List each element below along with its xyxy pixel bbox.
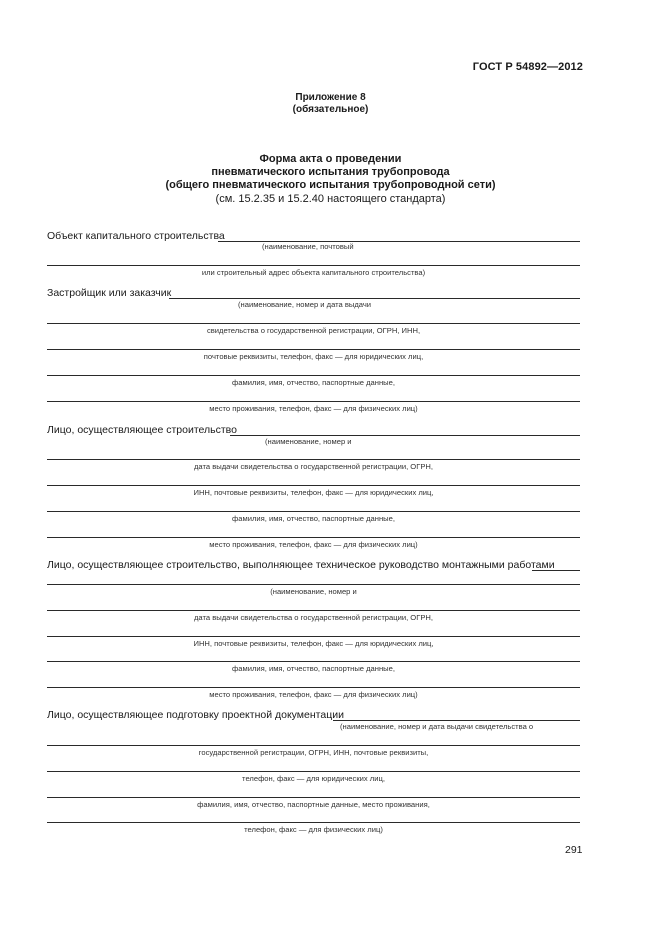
- builder-field-line-3[interactable]: [47, 485, 580, 486]
- field-caption: телефон, факс — для юридических лиц,: [242, 774, 385, 783]
- field-caption: свидетельства о государственной регистрации, ОГРН, ИНН,: [206, 326, 421, 335]
- designer-label: Лицо, осуществляющее подготовку проектной документации: [47, 709, 344, 721]
- appendix-subtitle: (обязательное): [292, 104, 369, 115]
- developer-field-line-4[interactable]: [47, 375, 580, 376]
- field-caption: фамилия, имя, отчество, паспортные данные,: [232, 378, 395, 387]
- field-caption: место проживания, телефон, факс — для физических лиц): [209, 404, 418, 413]
- supervisor-field[interactable]: [532, 570, 580, 571]
- field-caption: (наименование, номер и дата выдачи: [238, 300, 372, 309]
- field-caption: фамилия, имя, отчество, паспортные данные,: [232, 514, 395, 523]
- appendix-title: Приложение 8: [295, 92, 366, 103]
- form-title-line-3: (общего пневматического испытания трубопроводной сети): [165, 179, 496, 191]
- field-caption: (наименование, номер и: [270, 587, 357, 596]
- supervisor-field-line-3[interactable]: [47, 636, 580, 637]
- supervisor-field-line-2[interactable]: [47, 610, 580, 611]
- field-caption: дата выдачи свидетельства о государственной регистрации, ОГРН,: [194, 613, 433, 622]
- field-caption: место проживания, телефон, факс — для физических лиц): [209, 540, 418, 549]
- developer-field-line-3[interactable]: [47, 349, 580, 350]
- form-title-reference: (см. 15.2.35 и 15.2.40 настоящего стандарта): [215, 193, 446, 205]
- designer-field-line-4[interactable]: [47, 797, 580, 798]
- developer-field-line-5[interactable]: [47, 401, 580, 402]
- designer-field-line-3[interactable]: [47, 771, 580, 772]
- builder-field-line-2[interactable]: [47, 459, 580, 460]
- supervisor-field-line-1[interactable]: [47, 584, 580, 585]
- form-title-line-1: Форма акта о проведении: [259, 153, 402, 165]
- field-caption: ИНН, почтовые реквизиты, телефон, факс — для юридических лиц,: [193, 639, 434, 648]
- field-caption: или строительный адрес объекта капитального строительства): [201, 268, 426, 277]
- builder-field-line-5[interactable]: [47, 537, 580, 538]
- field-caption: фамилия, имя, отчество, паспортные данные,: [232, 664, 395, 673]
- field-caption: (наименование, номер и дата выдачи свидетельства о: [340, 722, 534, 731]
- field-caption: дата выдачи свидетельства о государственной регистрации, ОГРН,: [194, 462, 433, 471]
- developer-field-line-2[interactable]: [47, 323, 580, 324]
- form-title-line-2: пневматического испытания трубопровода: [211, 166, 450, 178]
- designer-field-line-2[interactable]: [47, 745, 580, 746]
- field-caption: фамилия, имя, отчество, паспортные данные, место проживания,: [197, 800, 430, 809]
- supervisor-label: Лицо, осуществляющее строительство, выполняющее техническое руководство монтажными работами: [47, 559, 555, 571]
- supervisor-field-line-4[interactable]: [47, 661, 580, 662]
- field-caption: (наименование, номер и: [265, 437, 352, 446]
- builder-label: Лицо, осуществляющее строительство: [47, 424, 237, 436]
- field-caption: ИНН, почтовые реквизиты, телефон, факс — для юридических лиц,: [193, 488, 434, 497]
- field-caption: место проживания, телефон, факс — для физических лиц): [209, 690, 418, 699]
- builder-field[interactable]: [230, 435, 580, 436]
- object-field-continued[interactable]: [47, 265, 580, 266]
- designer-field[interactable]: [333, 720, 580, 721]
- object-label: Объект капитального строительства: [47, 230, 225, 242]
- standard-designation: ГОСТ Р 54892—2012: [472, 61, 583, 73]
- developer-field[interactable]: [169, 298, 580, 299]
- developer-label: Застройщик или заказчик: [47, 287, 172, 299]
- field-caption: телефон, факс — для физических лиц): [244, 825, 383, 834]
- supervisor-field-line-5[interactable]: [47, 687, 580, 688]
- page-number: 291: [565, 844, 583, 856]
- field-caption: (наименование, почтовый: [262, 242, 354, 251]
- field-caption: государственной регистрации, ОГРН, ИНН, почтовые реквизиты,: [198, 748, 429, 757]
- builder-field-line-4[interactable]: [47, 511, 580, 512]
- field-caption: почтовые реквизиты, телефон, факс — для юридических лиц,: [203, 352, 424, 361]
- designer-field-line-5[interactable]: [47, 822, 580, 823]
